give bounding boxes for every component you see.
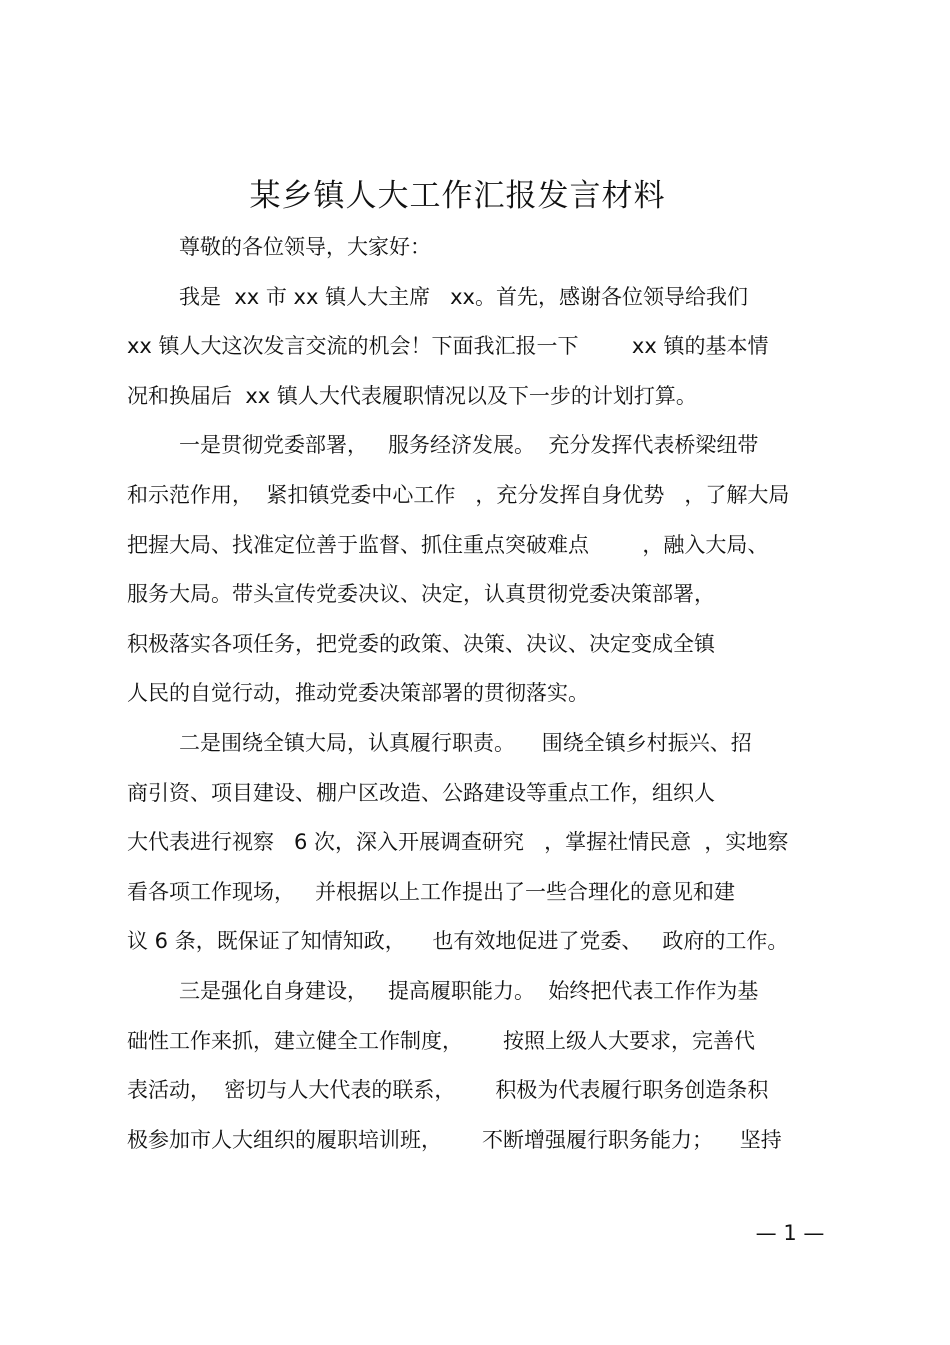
body-text-line: 把握大局、找准定位善于监督、抓住重点突破难点 ，融入大局、 [127, 532, 769, 557]
body-text-line: 表活动， 密切与人大代表的联系， 积极为代表履行职务创造条积 [127, 1078, 769, 1103]
body-text-line: 看各项工作现场， 并根据以上工作提出了一些合理化的意见和建 [127, 879, 736, 904]
body-text-line: 大代表进行视察 6 次，深入开展调查研究 ，掌握社情民意 ，实地察 [127, 830, 789, 855]
body-text-line: 服务大局。带头宣传党委决议、决定，认真贯彻党委决策部署， [127, 582, 715, 607]
body-text-line: 况和换届后 xx 镇人大代表履职情况以及下一步的计划打算。 [127, 383, 697, 408]
body-text-line: xx 镇人大这次发言交流的机会！下面我汇报一下 xx 镇的基本情 [127, 334, 769, 359]
document-body [127, 223, 832, 1165]
body-text-line: 三是强化自身建设， 提高履职能力。 始终把代表工作作为基 [179, 978, 759, 1003]
body-text-line: 议 6 条，既保证了知情知政， 也有效地促进了党委、 政府的工作。 [127, 929, 789, 954]
body-text-line: 积极落实各项任务，把党委的政策、决策、决议、决定变成全镇 [127, 631, 715, 656]
body-text-line: 一是贯彻党委部署， 服务经济发展。 充分发挥代表桥梁纽带 [179, 433, 759, 458]
body-text-line: 商引资、项目建设、棚户区改造、公路建设等重点工作，组织人 [127, 780, 715, 805]
document-title: 某乡镇人大工作汇报发言材料 [249, 178, 666, 214]
page-number: — 1 — [755, 1221, 825, 1245]
body-text-line: 我是 xx 市 xx 镇人大主席 xx。首先，感谢各位领导给我们 [179, 284, 748, 309]
body-text-line: 人民的自觉行动，推动党委决策部署的贯彻落实。 [127, 681, 589, 706]
body-text-line: 极参加市人大组织的履职培训班， 不断增强履行职务能力； 坚持 [127, 1127, 782, 1152]
body-text-line: 二是围绕全镇大局，认真履行职责。 围绕全镇乡村振兴、招 [179, 730, 752, 755]
body-text-line: 尊敬的各位领导，大家好： [179, 235, 431, 259]
body-text-line: 和示范作用， 紧扣镇党委中心工作 ，充分发挥自身优势 ，了解大局 [127, 482, 790, 507]
body-text-line: 础性工作来抓，建立健全工作制度， 按照上级人大要求，完善代 [127, 1028, 756, 1053]
